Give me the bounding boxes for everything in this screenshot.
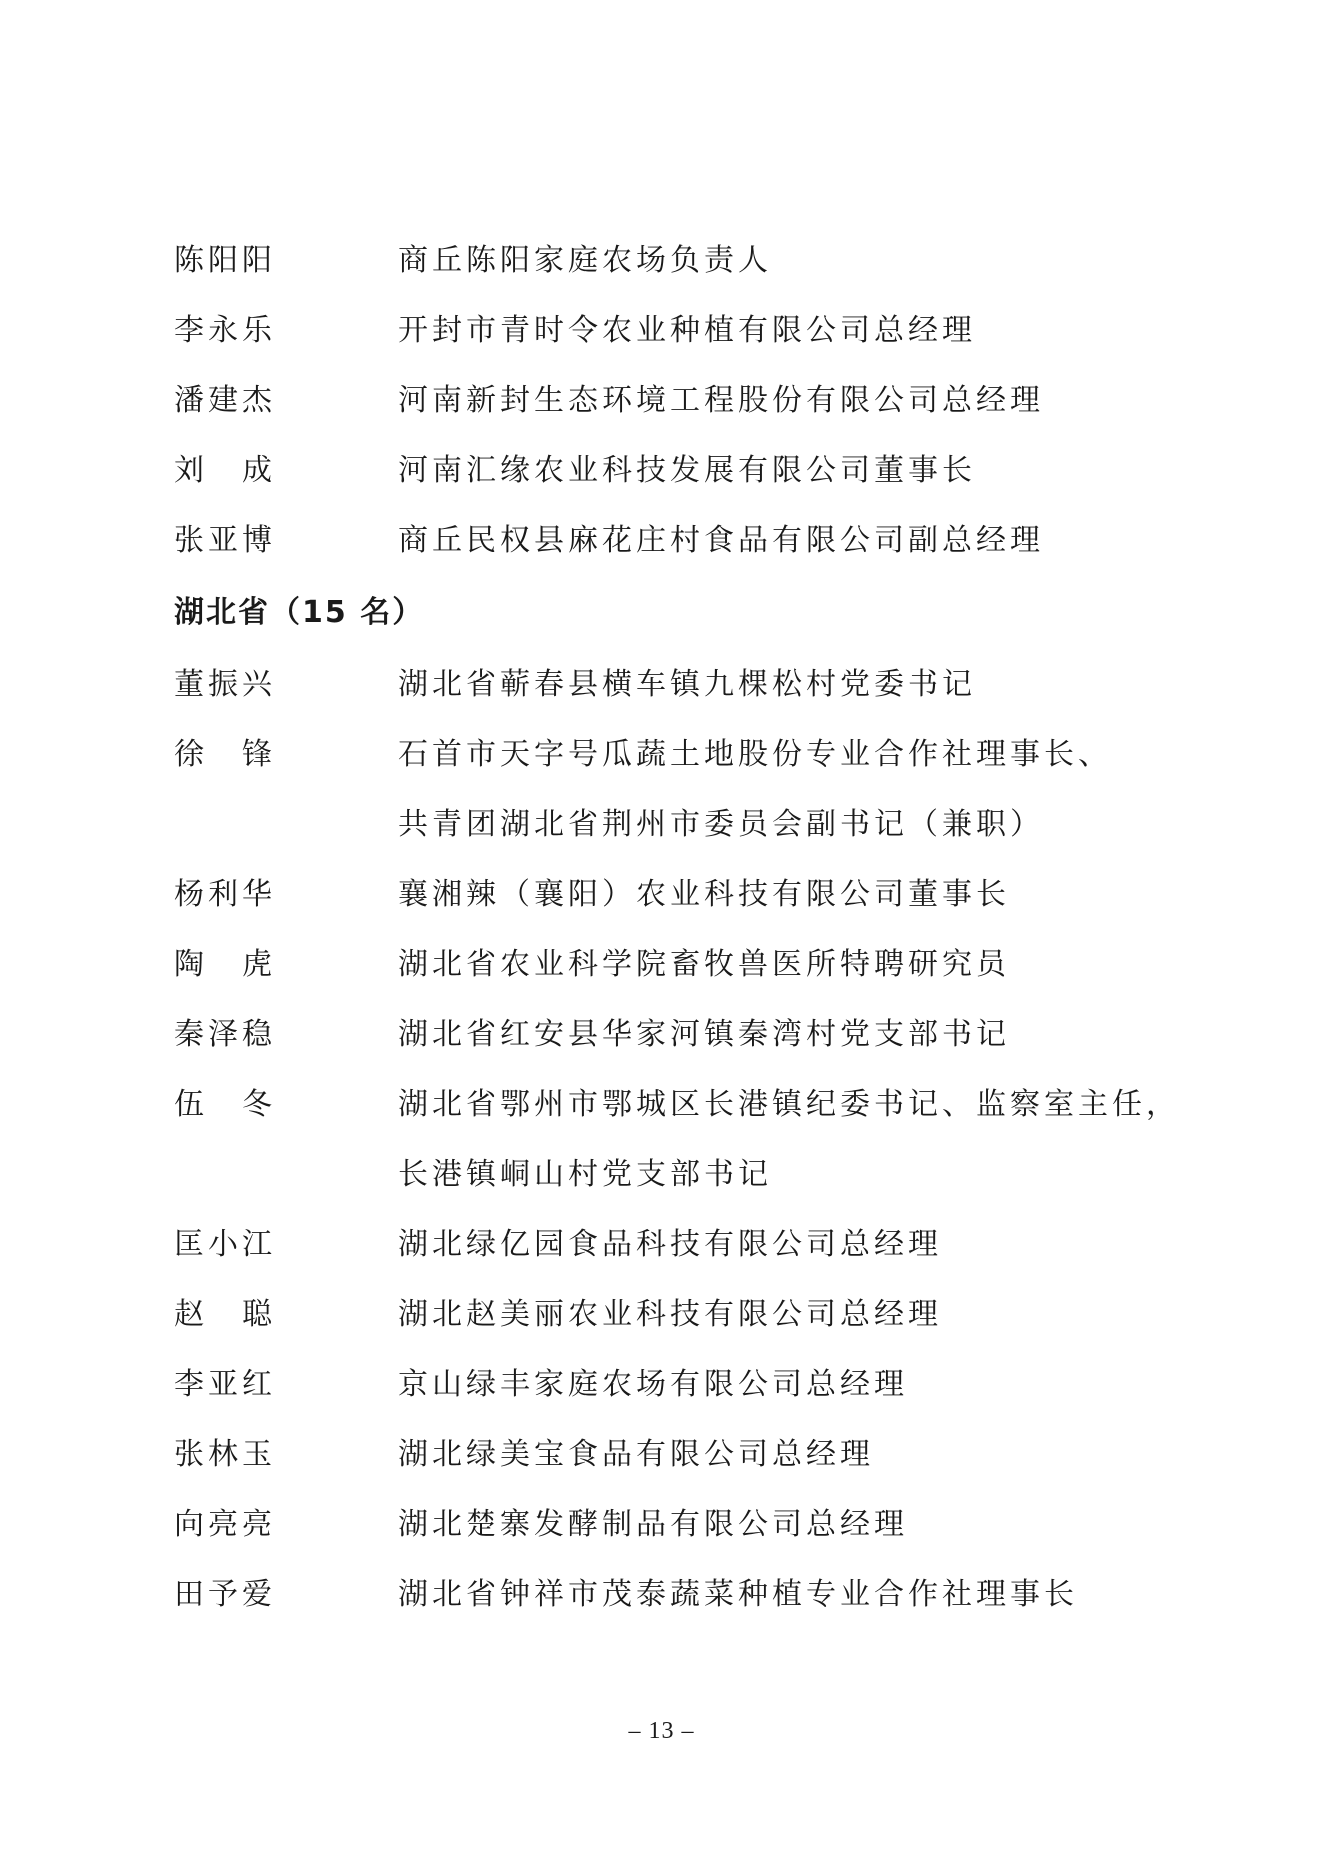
list-item bbox=[174, 436, 1174, 506]
list-item bbox=[174, 1420, 1174, 1490]
title-line: 湖北省蕲春县横车镇九棵松村党委书记 bbox=[398, 667, 976, 702]
person-name: 张林玉 bbox=[174, 1437, 276, 1472]
title-line: 襄湘辣（襄阳）农业科技有限公司董事长 bbox=[398, 877, 1010, 912]
person-title bbox=[398, 296, 976, 366]
title-line: 石首市天字号瓜蔬土地股份专业合作社理事长、 bbox=[398, 737, 1112, 772]
person-title bbox=[398, 436, 976, 506]
list-item bbox=[174, 860, 1174, 930]
person-name: 向亮亮 bbox=[174, 1507, 276, 1542]
title-line: 开封市青时令农业种植有限公司总经理 bbox=[398, 313, 976, 348]
person-name: 张亚博 bbox=[174, 523, 276, 558]
person-title bbox=[398, 1420, 874, 1490]
person-name: 赵 聪 bbox=[174, 1297, 276, 1332]
person-title bbox=[398, 1350, 908, 1420]
person-name: 董振兴 bbox=[174, 667, 276, 702]
person-name: 匡小江 bbox=[174, 1227, 276, 1262]
person-title bbox=[398, 1210, 942, 1280]
person-title bbox=[398, 1490, 908, 1560]
person-title bbox=[398, 930, 1010, 1000]
name-list bbox=[174, 226, 1180, 1630]
list-item bbox=[174, 1000, 1174, 1070]
person-name: 刘 成 bbox=[174, 453, 276, 488]
person-name: 杨利华 bbox=[174, 877, 276, 912]
person-name: 陈阳阳 bbox=[174, 243, 276, 278]
person-name: 徐 锋 bbox=[174, 737, 276, 772]
person-name: 陶 虎 bbox=[174, 947, 276, 982]
person-title bbox=[398, 1000, 1010, 1070]
person-title bbox=[398, 1070, 1180, 1210]
person-title bbox=[398, 720, 1112, 860]
title-line: 商丘民权县麻花庄村食品有限公司副总经理 bbox=[398, 523, 1044, 558]
person-name: 李永乐 bbox=[174, 313, 276, 348]
list-item bbox=[174, 1070, 1180, 1210]
person-name: 潘建杰 bbox=[174, 383, 276, 418]
person-name: 李亚红 bbox=[174, 1367, 276, 1402]
title-line: 河南汇缘农业科技发展有限公司董事长 bbox=[398, 453, 976, 488]
title-line: 湖北绿亿园食品科技有限公司总经理 bbox=[398, 1227, 942, 1262]
title-line: 湖北绿美宝食品有限公司总经理 bbox=[398, 1437, 874, 1472]
title-line: 湖北省鄂州市鄂城区长港镇纪委书记、监察室主任， bbox=[398, 1087, 1180, 1122]
title-line: 湖北赵美丽农业科技有限公司总经理 bbox=[398, 1297, 942, 1332]
person-title bbox=[398, 366, 1044, 436]
title-line: 共青团湖北省荆州市委员会副书记（兼职） bbox=[398, 807, 1044, 842]
person-name: 秦泽稳 bbox=[174, 1017, 276, 1052]
title-line: 长港镇峒山村党支部书记 bbox=[398, 1157, 772, 1192]
title-line: 湖北楚寨发酵制品有限公司总经理 bbox=[398, 1507, 908, 1542]
list-item bbox=[174, 226, 1174, 296]
section-heading: 湖北省（15 名） bbox=[174, 595, 425, 630]
person-title bbox=[398, 650, 976, 720]
list-item bbox=[174, 720, 1174, 860]
person-title bbox=[398, 860, 1010, 930]
list-item bbox=[174, 296, 1174, 366]
person-title bbox=[398, 1280, 942, 1350]
list-item bbox=[174, 1280, 1174, 1350]
list-item bbox=[174, 650, 1174, 720]
title-line: 京山绿丰家庭农场有限公司总经理 bbox=[398, 1367, 908, 1402]
top-entry-list bbox=[174, 226, 1174, 576]
section-entry-list bbox=[174, 650, 1180, 1630]
person-name: 田予爱 bbox=[174, 1577, 276, 1612]
person-title bbox=[398, 226, 772, 296]
person-title bbox=[398, 1560, 1078, 1630]
title-line: 湖北省农业科学院畜牧兽医所特聘研究员 bbox=[398, 947, 1010, 982]
list-item bbox=[174, 1350, 1174, 1420]
list-item bbox=[174, 366, 1174, 436]
list-item bbox=[174, 506, 1174, 576]
list-item bbox=[174, 1210, 1174, 1280]
person-name: 伍 冬 bbox=[174, 1087, 276, 1122]
person-title bbox=[398, 506, 1044, 576]
title-line: 湖北省钟祥市茂泰蔬菜种植专业合作社理事长 bbox=[398, 1577, 1078, 1612]
title-line: 商丘陈阳家庭农场负责人 bbox=[398, 243, 772, 278]
list-item bbox=[174, 1560, 1174, 1630]
list-item bbox=[174, 1490, 1174, 1560]
page-number: – 13 – bbox=[628, 1718, 695, 1744]
title-line: 河南新封生态环境工程股份有限公司总经理 bbox=[398, 383, 1044, 418]
list-item bbox=[174, 930, 1174, 1000]
title-line: 湖北省红安县华家河镇秦湾村党支部书记 bbox=[398, 1017, 1010, 1052]
